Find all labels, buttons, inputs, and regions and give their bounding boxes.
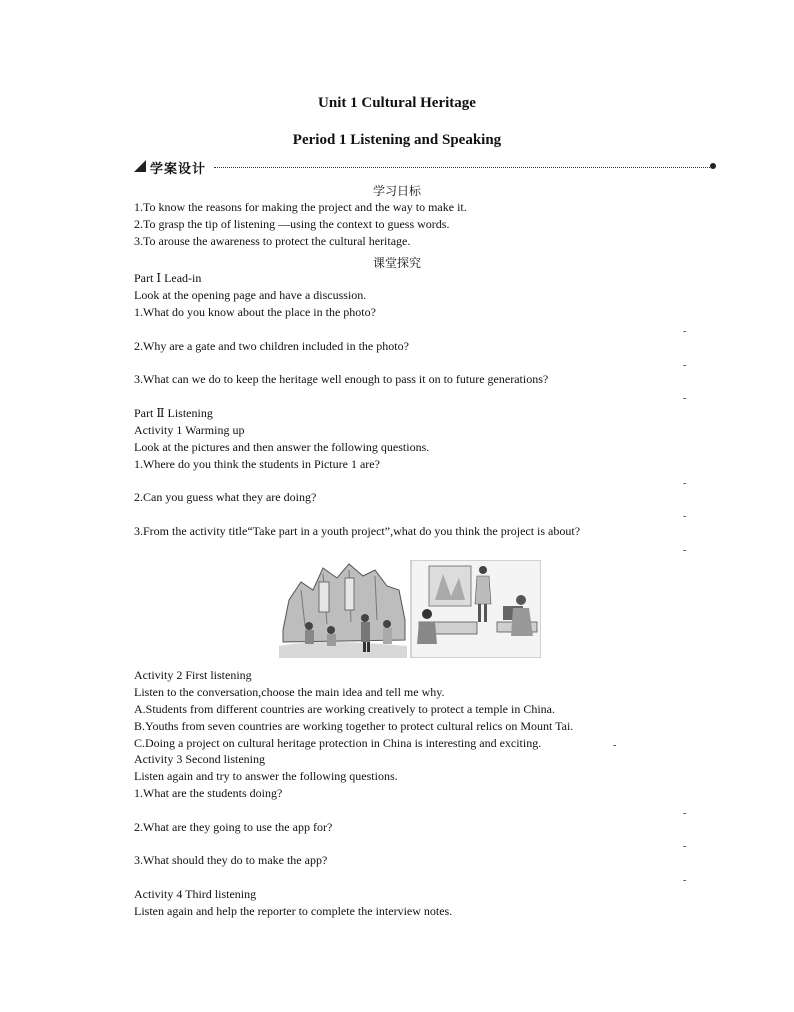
dot-icon (710, 163, 716, 169)
question: 2.Can you guess what they are doing? (134, 490, 317, 504)
option-item: C.Doing a project on cultural heritage protection in China is interesting and exciting. (134, 736, 542, 750)
picture-1-outdoor (279, 560, 407, 658)
objective-item: 3.To arouse the awareness to protect the cultural heritage. (134, 234, 411, 248)
activity2-instruction: Listen to the conversation,choose the main idea and tell me why. (134, 685, 445, 699)
objective-item: 1.To know the reasons for making the project and the way to make it. (134, 200, 467, 214)
part1-title: Part Ⅰ Lead-in (134, 271, 202, 285)
question: 2.Why are a gate and two children included in the photo? (134, 339, 409, 353)
activity2-title: Activity 2 First listening (134, 668, 252, 682)
question: 3.What should they do to make the app? (134, 853, 328, 867)
students-illustration (279, 560, 541, 658)
picture-2-classroom (411, 560, 541, 658)
question: 1.What do you know about the place in the photo? (134, 305, 376, 319)
question: 1.What are the students doing? (134, 786, 283, 800)
option-item: A.Students from different countries are working creatively to protect a temple in China. (134, 702, 555, 716)
question: 1.Where do you think the students in Picture 1 are? (134, 457, 380, 471)
answer-blank[interactable]: - (683, 875, 687, 886)
answer-blank[interactable]: - (683, 841, 687, 852)
triangle-icon (134, 160, 146, 172)
objective-item: 2.To grasp the tip of listening —using the context to guess words. (134, 217, 450, 231)
answer-blank[interactable]: - (683, 393, 687, 404)
dotted-divider (214, 167, 710, 168)
answer-blank[interactable]: - (683, 545, 687, 556)
question: 3.What can we do to keep the heritage well enough to pass it on to future generations? (134, 372, 549, 386)
answer-blank[interactable]: - (683, 511, 687, 522)
activity3-title: Activity 3 Second listening (134, 752, 265, 766)
answer-blank[interactable]: - (613, 740, 617, 751)
answer-blank[interactable]: - (683, 808, 687, 819)
unit-title: Unit 1 Cultural Heritage (318, 95, 476, 111)
activity3-instruction: Listen again and try to answer the following questions. (134, 769, 398, 783)
banner-label: 学案设计 (150, 162, 207, 177)
answer-blank[interactable]: - (683, 326, 687, 337)
activity4-title: Activity 4 Third listening (134, 887, 257, 901)
part1-instruction: Look at the opening page and have a discussion. (134, 288, 367, 302)
part2-title: Part Ⅱ Listening (134, 406, 213, 420)
option-item: B.Youths from seven countries are working together to protect cultural relics on Mount Tai. (134, 719, 574, 733)
activity4-instruction: Listen again and help the reporter to complete the interview notes. (134, 904, 453, 918)
question: 2.What are they going to use the app for? (134, 820, 333, 834)
answer-blank[interactable]: - (683, 360, 687, 371)
period-title: Period 1 Listening and Speaking (292, 132, 502, 148)
question: 3.From the activity title“Take part in a youth project”,what do you think the project is about? (134, 524, 581, 538)
section-banner (134, 158, 716, 178)
classroom-heading: 课堂探究 (372, 256, 421, 270)
activity1-instruction: Look at the pictures and then answer the following questions. (134, 440, 430, 454)
answer-blank[interactable]: - (683, 478, 687, 489)
activity1-title: Activity 1 Warming up (134, 423, 245, 437)
objectives-heading: 学习日标 (372, 184, 421, 198)
